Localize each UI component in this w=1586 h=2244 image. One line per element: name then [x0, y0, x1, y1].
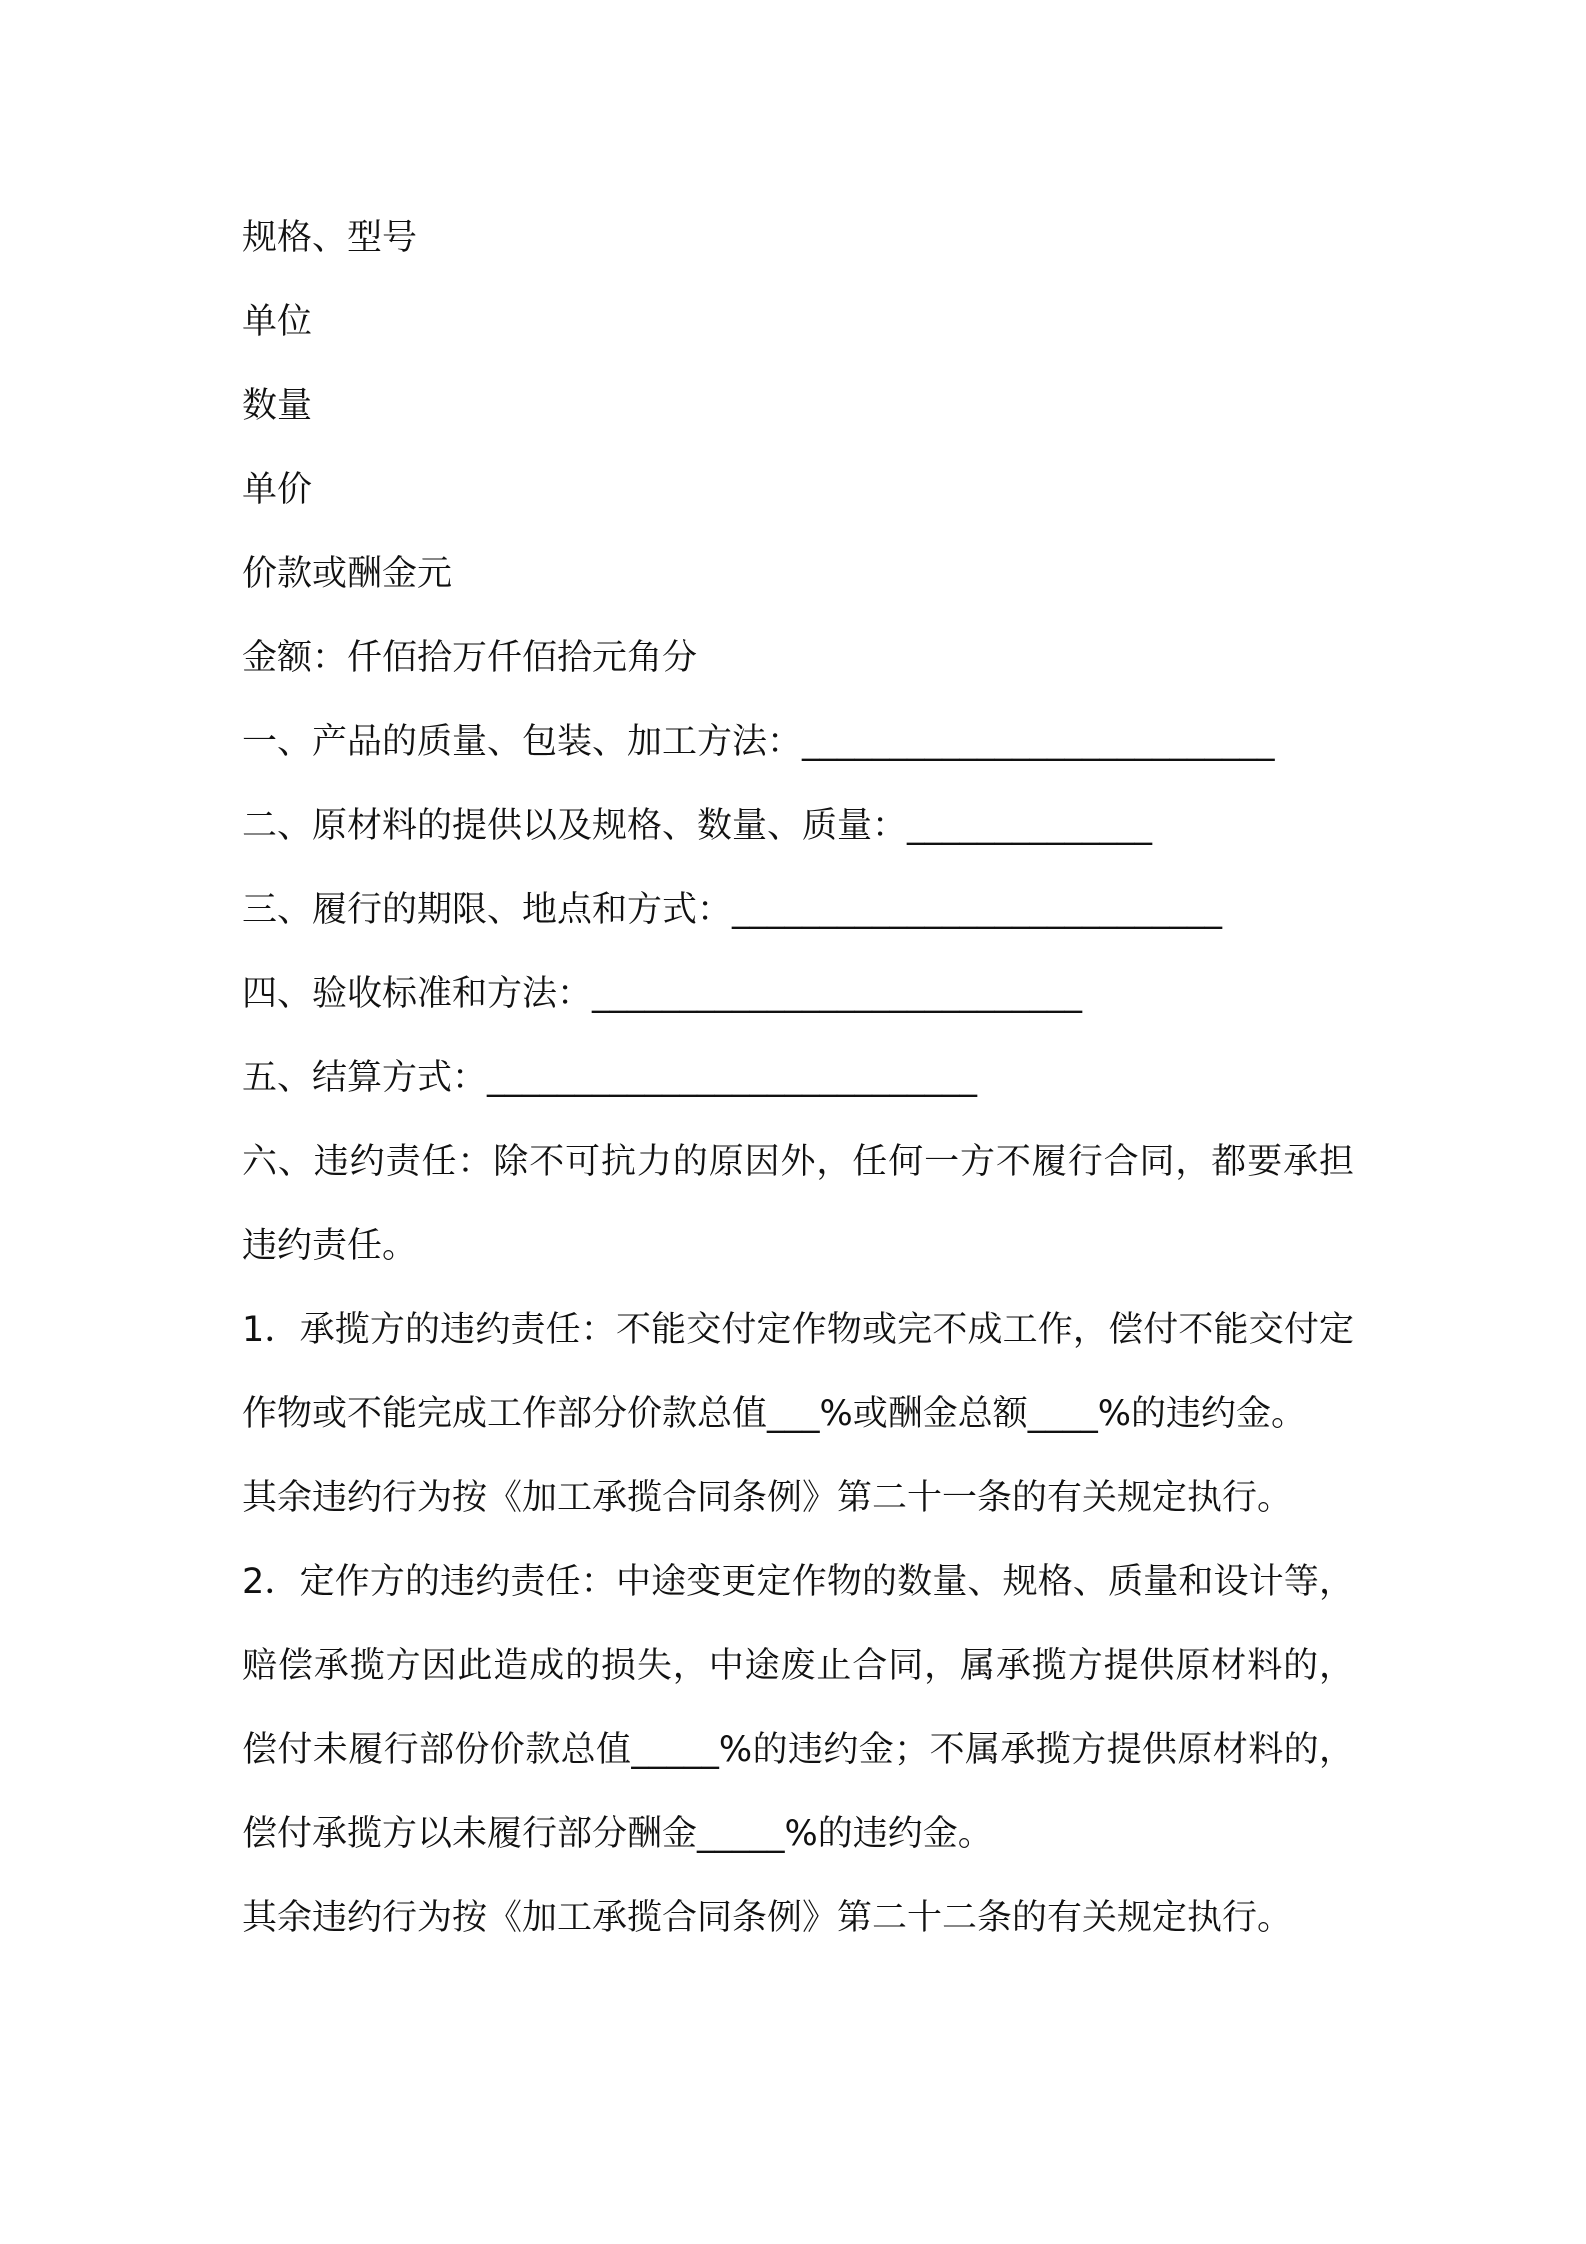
- liability-orderer-other: 其余违约行为按《加工承揽合同条例》第二十二条的有关规定执行。: [242, 1898, 1293, 1938]
- clause-materials: 二、原材料的提供以及规格、数量、质量：______________: [242, 806, 1153, 846]
- item-spec: 规格、型号: [242, 218, 418, 258]
- item-unit-price: 单价: [242, 470, 313, 510]
- clause-acceptance: 四、验收标准和方法：____________________________: [242, 974, 1083, 1014]
- item-unit: 单位: [242, 302, 313, 342]
- item-quantity: 数量: [242, 386, 313, 426]
- liability-intro: 六、违约责任：除不可抗力的原因外，任何一方不履行合同，都要承担违约责任。: [242, 1142, 1354, 1266]
- item-amount: 金额：仟佰拾万仟佰拾元角分: [242, 638, 698, 678]
- liability-contractor: 1．承揽方的违约责任：不能交付定作物或完不成工作，偿付不能交付定作物或不能完成工作部分价款总值___%或酬金总额____%的违约金。: [242, 1310, 1354, 1434]
- liability-orderer: 2．定作方的违约责任：中途变更定作物的数量、规格、质量和设计等，赔偿承揽方因此造成的损失，中途废止合同，属承揽方提供原材料的，偿付未履行部份价款总值_____%的违约金；不属承揽方提供原材料的，偿付承揽方以未履行部分酬金_____%的违约金。: [242, 1562, 1354, 1854]
- liability-contractor-other: 其余违约行为按《加工承揽合同条例》第二十一条的有关规定执行。: [242, 1478, 1293, 1518]
- item-price-or-fee: 价款或酬金元: [242, 554, 453, 594]
- document-body: [242, 196, 1354, 1960]
- clause-quality: 一、产品的质量、包装、加工方法：___________________________: [242, 722, 1275, 762]
- clause-performance: 三、履行的期限、地点和方式：____________________________: [242, 890, 1223, 930]
- clause-settlement: 五、结算方式：____________________________: [242, 1058, 978, 1098]
